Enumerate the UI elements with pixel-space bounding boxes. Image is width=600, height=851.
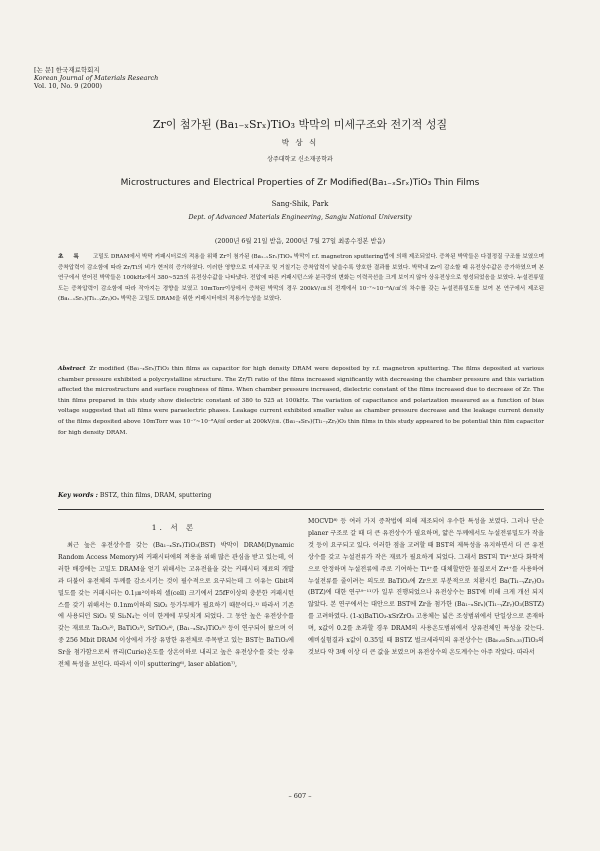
abstract-ko-text: 고밀도 DRAM에서 박막 커패시터로의 적용을 위해 Zr이 첨가된 (Ba₁₋ₓSrₓ)TiO₃ 박막이 r.f. magnetron sputtering법에 의해 제조되었다. 증착된 박막들은 다결정질 구조를 보였으며 증착압력이 감소함에 따라 Zr/Ti의 비가 현저히 증가하였다. 이러한 영향으로 미세구조 및 거칠기는 증착압력이 낮을수록 양호한 결과를 보였다. 박막내 Zr이 감소할 때 유전상수값은 증가하였으며 본 연구에서 얻어진 박막들은 100kHz에서 380~525의 유전상수값을 나타냈다. 전압에 따른 커패시턴스와 분극량의 변화는 이력곡선을 크게 보이지 않아 상유전상으로 형성되었음을 보였다. 누설전류밀도는 증착압력이 감소함에 따라 작아지는 경향을 보였고 10mTorr이상에서 증착된 박막의 경우 200kV/㎝의 전계에서 10⁻⁷~10⁻⁸A/㎠의 차수를 갖는 누설전류밀도를 보여 본 연구에서 제조된 (Ba₁₋ₓSrₓ)(Ti₁₋ᵧZrᵧ)O₃ 박막은 고밀도 DRAM을 위한 커패시터에의 적용가능성을 보였다.: [58, 254, 544, 303]
journal-name-ko: [논 문] 한국재료학회지: [34, 66, 100, 74]
body-column-left: [58, 540, 294, 671]
abstract-en-label: Abstract: [58, 366, 86, 372]
abstract-en-text: Zr modified (Ba₁₋ₓSrₓ)TiO₃ thin films as capacitor for high density DRAM were deposited by r.f. magnetron sputtering. The films deposited at various chamber pressure exhibited a polycrystalline structure. The Zr/Ti ratio of the films increased significantly with decreasing the chamber pressure and this variation affected the microstructure and surface roughness of films. When chamber pressure increased, dielectric constant of the films increased due to decrease of Zr. The thin films prepared in this study show dielectric constant of 380 to 525 at 100kHz. The variation of capacitance and polarization measured as a function of bias voltage suggested that all films were paraelectric phases. Leakage current exhibited smaller value as chamber pressure decrease and the leakage current density of the films deposited above 10mTorr was 10⁻⁷~10⁻⁸A/㎠ order at 200kV/㎝. (Ba₁₋ₓSrₓ)(Ti₁₋ᵧZrᵧ)O₃ thin films in this study appeared to be potential thin film capacitor for high density DRAM.: [58, 366, 544, 436]
paper-title-en: Microstructures and Electrical Properties of Zr Modified(Ba₁₋ₓSrₓ)TiO₃ Thin Films: [120, 178, 480, 188]
body-paragraph: MOCVD⁸⁾ 등 여러 가지 증착법에 의해 제조되어 우수한 특성을 보였다. 그러나 단순 planer 구조로 갈 때 더 큰 유전상수가 필요하며, 얇은 두께에서도 누설전류밀도가 작을 것 등이 요구되고 있다. 이러한 점을 고려할 때 BST의 제특성을 유지하면서 더 큰 유전상수를 갖고 누설전류가 작은 재료가 필요하게 되었다. 그래서 BST의 Ti⁴⁺보다 화학적으로 안정하며 누설전류에 주로 기여하는 Ti⁴⁺를 대체할만한 물질로서 Zr⁴⁺를 사용하여 누설전류를 줄이려는 의도로 BaTiO₃에 Zr으로 부분적으로 치환시킨 Ba(Ti₁₋ᵧZrᵧ)O₃ (BTZ)에 대한 연구⁹⁻¹¹⁾가 일부 진행되었으나 유전상수는 BST에 비해 크게 개선 되지 않았다. 본 연구에서는 대안으로 BST에 Zr을 첨가한 (Ba₁₋ₓSrₓ)(Ti₁₋ᵧZrᵧ)O₃(BSTZ)를 고려하였다. (1-x)BaTiO₃-xSrZrO₃ 고용체는 넓은 조성범위에서 단일상으로 존재하며, x값이 0.2를 초과할 경우 DRAM의 사용온도범위에서 상유전체인 특성을 갖는다. 예비실험결과 x값이 0.35일 때 BSTZ 벌크세라믹의 유전상수는 (Ba₀.₆₅Sr₀.₃₅)TiO₃의 것보다 약 3배 이상 더 큰 값을 보였으며 유전상수의 온도계수는 아주 작았다. 따라서: [308, 518, 544, 656]
section-divider: [58, 509, 544, 510]
abstract-en: [58, 364, 544, 438]
affiliation-en: Dept. of Advanced Materials Engineering, Sangju National University: [188, 214, 412, 221]
page-number: – 607 –: [288, 792, 312, 800]
abstract-ko: [58, 252, 544, 305]
author-ko: 박 상 식: [281, 138, 319, 147]
body-paragraph: 최근 높은 유전상수를 갖는 (Ba₁₋ₓSrₓ)TiO₃(BST) 박막이 DRAM(Dynamic Random Access Memory)의 커패시터에의 적용을 위해 많은 관심을 받고 있는데, 이러한 배경에는 고밀도 DRAM을 얻기 위해서는 고유전율을 갖는 커패시터 재료의 개발과 더불어 유전체의 두께를 감소시키는 것이 필수적으로 요구되는데 그 이유는 Gbit의 밀도를 갖는 커패시터는 0.1㎛²이하의 셀(cell) 크기에서 25fF이상의 충분한 커패시턴스를 갖기 위해서는 0.1nm이하의 SiO₂ 등가두께가 필요하기 때문이다.¹⁾ 따라서 기존에 사용되던 SiO₂ 및 Si₃N₄는 이미 한계에 부딪치게 되었다. 그 동안 높은 유전상수를 갖는 재료로 Ta₂O₅²⁾, BaTiO₃³⁾, SrTiO₃⁴⁾, (Ba₁₋ₓSrₓ)TiO₃⁵⁾ 등이 연구되어 왔으며 이중 256 Mbit DRAM 이상에서 가장 유망한 유전체로 주목받고 있는 BST는 BaTiO₃에 Sr을 첨가함으로써 큐리(Curie)온도를 상온이하로 내리고 높은 유전상수를 갖는 상유전체 특성을 보인다. 따라서 이미 sputtering⁶⁾, laser ablation⁷⁾,: [58, 542, 294, 669]
keywords-label: Key words :: [58, 492, 98, 499]
abstract-ko-label: 초 록: [58, 254, 83, 260]
paper-title-ko: Zr이 첨가된 (Ba₁₋ₓSrₓ)TiO₃ 박막의 미세구조와 전기적 성질: [152, 118, 448, 131]
body-column-right: [308, 516, 544, 659]
journal-name-en: Korean Journal of Materials Research: [34, 74, 159, 82]
keywords: [58, 492, 211, 499]
affiliation-ko: 상주대학교 신소재공학과: [267, 156, 333, 163]
keywords-text: BSTZ, thin films, DRAM, sputtering: [99, 492, 212, 499]
section-heading-introduction: 1. 서 론: [151, 523, 197, 532]
journal-volume: Vol. 10, No. 9 (2000): [34, 82, 103, 90]
journal-header: [34, 66, 158, 90]
author-en: Sang-Shik, Park: [271, 200, 329, 208]
received-dates: (2000년 6월 21일 받음, 2000년 7월 27일 최종수정본 받음): [214, 238, 386, 245]
